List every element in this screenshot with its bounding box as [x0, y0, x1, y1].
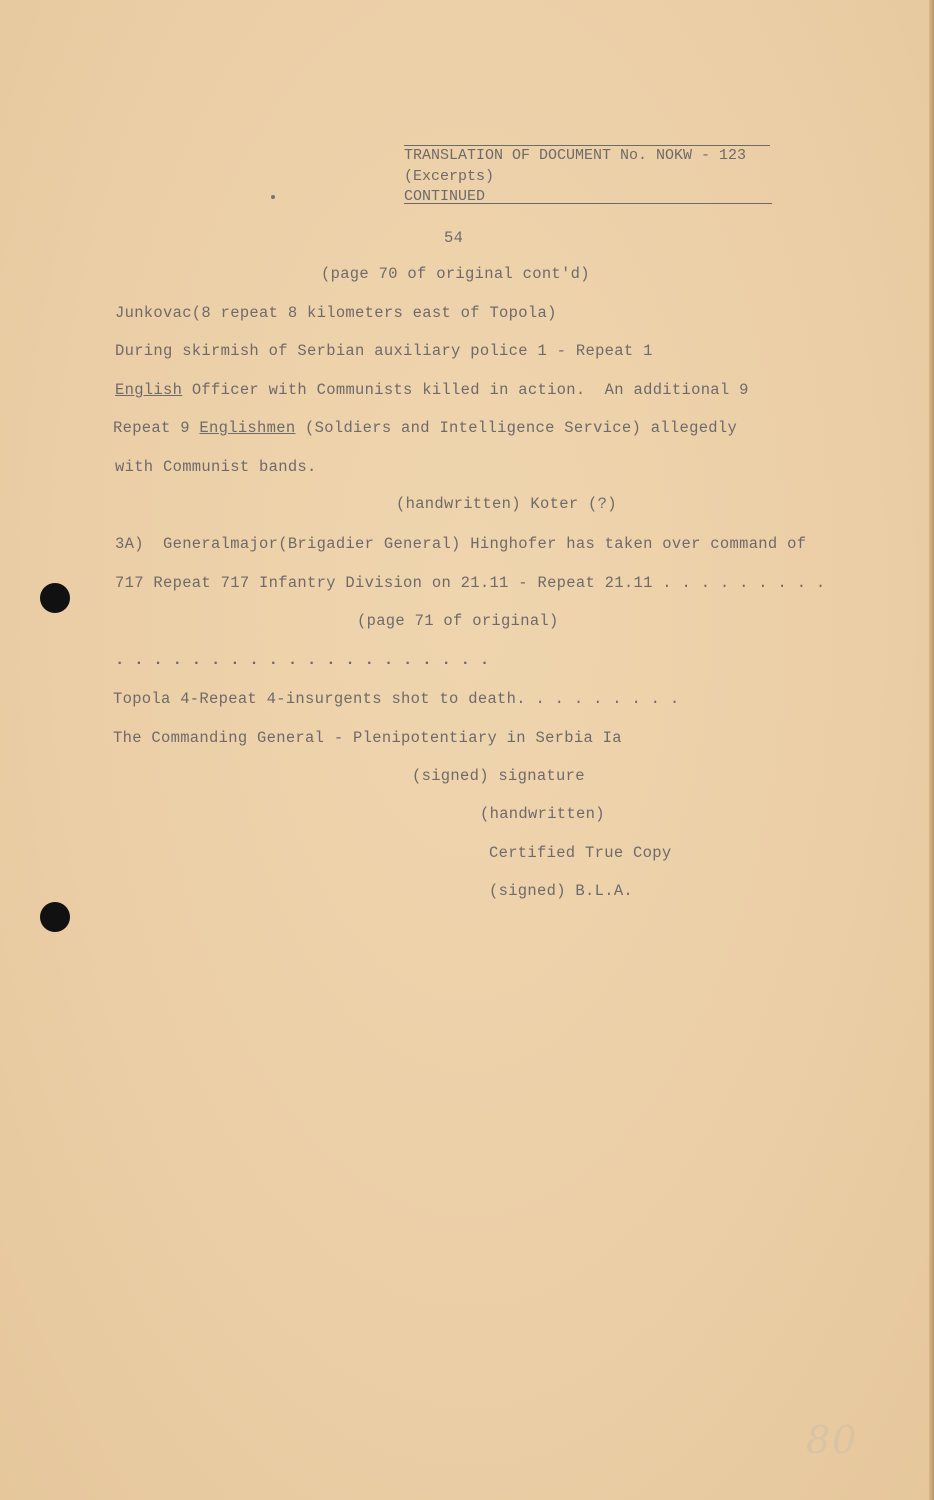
header-rule-bottom: [404, 203, 772, 204]
body-line-5-end: (Soldiers and Intelligence Service) allegedly: [295, 419, 738, 437]
stray-mark: [271, 195, 275, 199]
body-line-9: 717 Repeat 717 Infantry Division on 21.11 - Repeat 21.11 . . . . . . . . .: [115, 574, 826, 592]
header-rule-top: [404, 145, 770, 146]
body-line-4-text: Officer with Communists killed in action. An additional 9: [182, 381, 749, 399]
body-line-13: The Commanding General - Plenipotentiary in Serbia Ia: [113, 729, 622, 747]
body-line-3: During skirmish of Serbian auxiliary police 1 - Repeat 1: [115, 342, 653, 360]
document-title: TRANSLATION OF DOCUMENT No. NOKW - 123: [404, 147, 747, 164]
underlined-word-english: English: [115, 381, 183, 399]
body-line-10: (page 71 of original): [357, 612, 559, 630]
body-line-7: (handwritten) Koter (?): [396, 495, 617, 513]
punch-hole-bottom: [40, 902, 70, 932]
body-line-5: [113, 419, 737, 437]
corner-page-mark: 80: [806, 1418, 859, 1462]
body-line-1: (page 70 of original cont'd): [321, 265, 590, 283]
document-subtitle: (Excerpts): [404, 168, 495, 185]
body-line-5-start: Repeat 9: [113, 419, 200, 437]
body-line-14: (signed) signature: [412, 767, 585, 785]
underlined-word-englishmen: Englishmen: [199, 419, 296, 437]
body-line-12: Topola 4-Repeat 4-insurgents shot to death. . . . . . . . .: [113, 690, 680, 708]
body-line-16: Certified True Copy: [489, 844, 672, 862]
page-edge: [929, 0, 934, 1500]
body-line-4: [115, 381, 749, 399]
punch-hole-top: [40, 583, 70, 613]
body-line-15: (handwritten): [480, 805, 605, 823]
continued-label: CONTINUED: [404, 188, 486, 205]
body-line-2: Junkovac(8 repeat 8 kilometers east of Topola): [115, 304, 557, 322]
body-line-11: . . . . . . . . . . . . . . . . . . . .: [115, 651, 490, 669]
page-number: 54: [444, 229, 464, 247]
body-line-6: with Communist bands.: [115, 458, 317, 476]
body-line-17: (signed) B.L.A.: [489, 882, 634, 900]
body-line-8: 3A) Generalmajor(Brigadier General) Hinghofer has taken over command of: [115, 535, 807, 553]
